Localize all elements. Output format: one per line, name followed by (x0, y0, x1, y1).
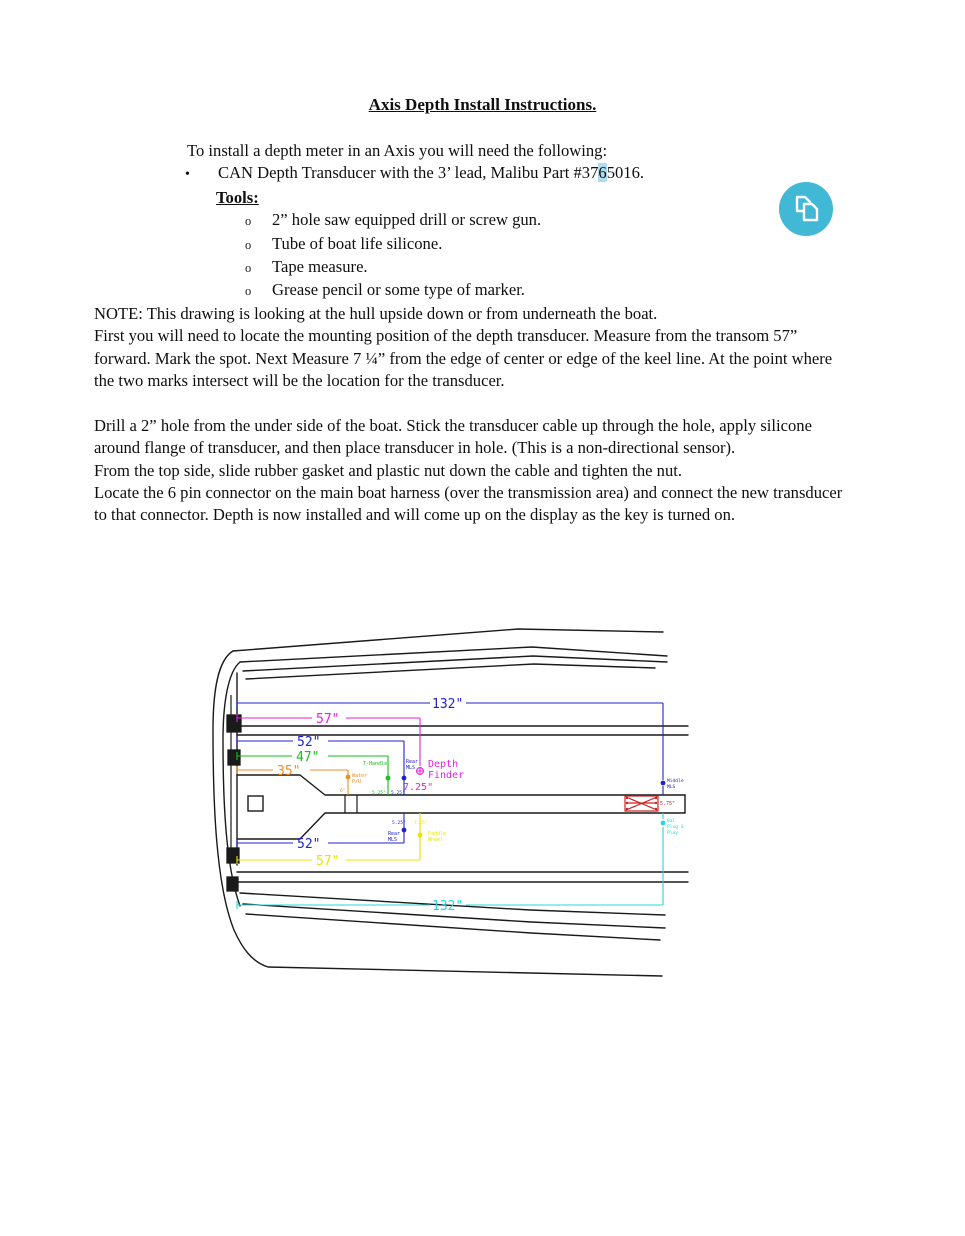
circle-bullet-icon: o (245, 284, 252, 299)
hull-outline (213, 629, 688, 976)
transducer-hole-square (248, 796, 263, 811)
bal-plug-label: Plug & (667, 825, 684, 830)
rear-mls-bottom-label: Rear (388, 831, 401, 837)
water-pickup-offset-label: 6" (340, 789, 346, 794)
t-handle-offset-label: 5.25" (372, 791, 386, 796)
rudder-plate (625, 796, 675, 811)
paragraph-drill: Drill a 2” hole from the under side of the boat. Stick the transducer cable up through the hole, apply silicone around flange of transducer, and then place transducer in hole. (This is a non-directional sensor). (94, 415, 812, 458)
paddle-wheel-label: Wheel (428, 837, 444, 843)
keel-beam (237, 775, 685, 839)
dim-52-bottom-label: 52" (297, 837, 321, 852)
dim-35-top-label: 35" (277, 764, 301, 779)
tool-item (94, 256, 846, 279)
hull-drawing (200, 615, 700, 985)
dim-132-bottom-label: 132" (432, 899, 464, 914)
tool-item-text: Grease pencil or some type of marker. (272, 280, 525, 300)
copy-pages-icon (779, 182, 833, 236)
depth-finder-label: Depth (428, 759, 459, 770)
dim-47-top-label: 47" (296, 750, 320, 765)
dimension-57-top-depth-finder (237, 712, 464, 793)
paragraph-topside: From the top side, slide rubber gasket and plastic nut down the cable and tighten the nut. (94, 460, 683, 480)
part-text-pre: CAN Depth Transducer with the 3’ lead, Malibu Part #37 (218, 163, 599, 183)
tool-item (94, 209, 846, 232)
middle-mls-label: MLS (667, 785, 676, 790)
dim-132-top-label: 132" (432, 697, 464, 712)
dimension-52-bottom-rear-mls (237, 813, 406, 852)
dim-57-top-label: 57" (316, 712, 340, 727)
tool-item-text: Tape measure. (272, 257, 368, 277)
paragraph-connector: Locate the 6 pin connector on the main boat harness (over the transmission area) and connect the new transducer to that connector. Depth is now installed and will come up on the display as the key is turned on. (94, 483, 843, 525)
rear-mls-top-offset-label: 5.25" (391, 791, 405, 796)
bal-plug-label: Bal (667, 819, 676, 824)
dimension-35-water-pickup (237, 764, 367, 795)
bullet-icon: • (185, 167, 190, 183)
dimension-57-bottom-paddle-wheel (237, 813, 446, 869)
part-text-post: 5016. (606, 163, 645, 183)
dimension-47-t-handle (237, 750, 390, 796)
rear-mls-top-label: MLS (406, 765, 416, 771)
paddle-wheel-offset-label: 7.25" (414, 821, 428, 826)
circle-bullet-icon: o (245, 237, 252, 252)
note-line: NOTE: This drawing is looking at the hull upside down or from underneath the boat. (94, 303, 658, 323)
tools-heading: Tools: (216, 187, 259, 207)
part-bullet-line (94, 162, 846, 186)
copy-pages-button[interactable] (779, 182, 833, 236)
tool-item (94, 279, 846, 302)
rear-mls-bottom-label: MLS (388, 837, 398, 843)
dim-52-top-label: 52" (297, 735, 321, 750)
circle-bullet-icon: o (245, 261, 252, 276)
water-pickup-label: P/U (352, 779, 362, 785)
paragraph-locate: First you will need to locate the mounting position of the depth transducer. Measure from the transom 57” forward. Mark the spot. Next Measure 7 ¼” from the edge of center or edge of the keel line. At the point where the two marks intersect will be the location for the transducer. (94, 326, 833, 391)
circle-bullet-icon: o (245, 214, 252, 229)
paddle-wheel-label: Paddle (428, 831, 447, 837)
intro-line: To install a depth meter in an Axis you will need the following: (187, 141, 608, 160)
dim-57-bottom-label: 57" (316, 854, 340, 869)
dimension-132-bottom-bal-plug (237, 813, 684, 914)
plate-offset-label: 5.75" (660, 801, 676, 807)
rear-mls-top-label: Rear (406, 759, 419, 765)
rear-mls-bottom-offset-label: 5.25" (392, 821, 406, 826)
middle-mls-label: Middle (667, 779, 684, 784)
bal-plug-label: Play (667, 831, 679, 836)
document-body (94, 140, 846, 527)
tool-item-text: 2” hole saw equipped drill or screw gun. (272, 210, 542, 230)
part-text-highlight: 6 (598, 163, 607, 183)
depth-finder-offset-label: 7.25" (403, 782, 434, 793)
depth-finder-label: Finder (428, 770, 465, 781)
tool-item-text: Tube of boat life silicone. (272, 233, 443, 253)
page-title-text: Axis Depth Install Instructions. (368, 95, 597, 114)
tool-item (94, 233, 846, 256)
page-title (0, 95, 965, 115)
dimension-52-top-rear-mls (237, 735, 418, 796)
water-pickup-label: Water (352, 773, 368, 779)
t-handle-label: T-Handle (363, 761, 388, 767)
